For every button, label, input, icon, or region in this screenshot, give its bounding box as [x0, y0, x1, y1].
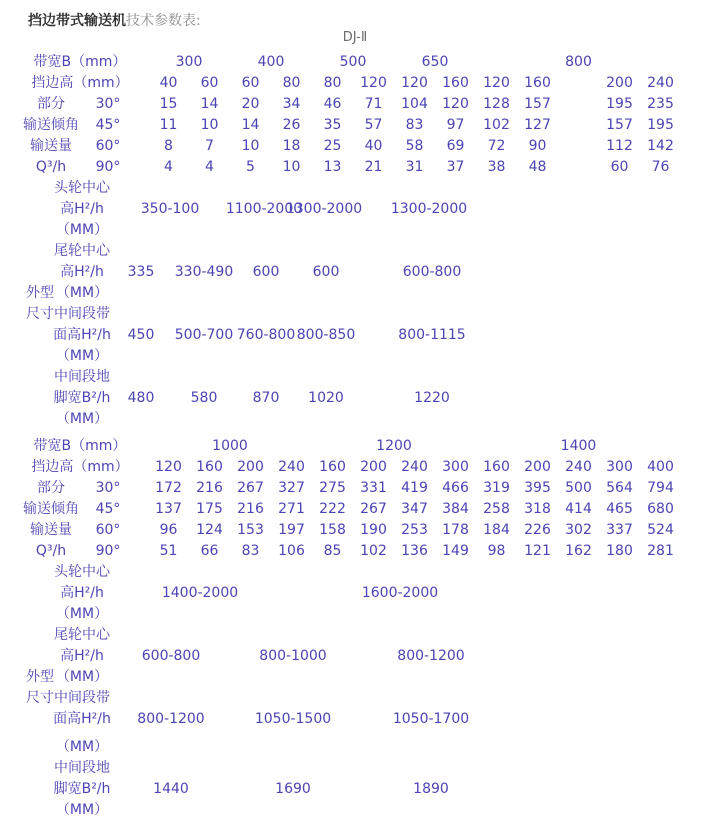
data-cell: 120 — [442, 96, 469, 112]
label-angle-30: 30° — [95, 480, 121, 496]
range-cell: 1220 — [414, 390, 450, 406]
range-cell: 800-1200 — [397, 648, 465, 664]
row-capacity-90-1 — [0, 157, 706, 178]
label-head-wheel-center: 头轮中心 — [54, 180, 110, 196]
label-outline: 外型 — [26, 285, 54, 301]
band-header-cell: 800 — [565, 54, 592, 70]
row-mid-ground-2 — [0, 758, 706, 779]
label-angle-90: 90° — [95, 159, 121, 175]
data-cell: 83 — [241, 543, 260, 559]
row-mm-unit — [0, 409, 706, 430]
data-cell: 240 — [565, 459, 592, 475]
band-header-cell: 650 — [421, 54, 449, 70]
data-cell: 76 — [651, 159, 670, 175]
label-q-per-hour: Q³/h — [35, 159, 67, 175]
data-cell: 5 — [246, 159, 255, 175]
row-mid-belt-1 — [0, 304, 706, 325]
band-header-cell: 500 — [339, 54, 367, 70]
data-cell: 60 — [610, 159, 629, 175]
band-header-cell: 1000 — [212, 438, 248, 454]
data-cell: 13 — [323, 159, 342, 175]
data-cell: 465 — [606, 501, 633, 517]
label-angle-60: 60° — [95, 522, 121, 538]
range-cell: 870 — [252, 390, 280, 406]
label-angle-60: 60° — [95, 138, 121, 154]
label-mid-section-belt: 中间段带 — [54, 306, 110, 322]
data-cell: 142 — [647, 138, 674, 154]
band-header-cell: 1200 — [376, 438, 412, 454]
data-cell: 85 — [323, 543, 342, 559]
data-cell: 331 — [360, 480, 387, 496]
data-cell: 120 — [155, 459, 182, 475]
data-cell: 400 — [647, 459, 674, 475]
data-cell: 21 — [364, 159, 383, 175]
data-cell: 80 — [323, 75, 342, 91]
row-tail-center-1 — [0, 241, 706, 262]
label-mm: （MM） — [55, 222, 109, 238]
range-cell: 1890 — [413, 781, 449, 797]
data-cell: 10 — [200, 117, 219, 133]
label-section: 部分 — [37, 480, 65, 496]
data-cell: 106 — [278, 543, 305, 559]
data-cell: 281 — [647, 543, 674, 559]
label-angle-30: 30° — [95, 96, 121, 112]
row-mm-unit — [0, 346, 706, 367]
label-mm: （MM） — [55, 669, 109, 685]
data-cell: 160 — [483, 459, 510, 475]
data-cell: 10 — [241, 138, 260, 154]
data-cell: 160 — [196, 459, 223, 475]
data-cell: 319 — [483, 480, 510, 496]
data-cell: 40 — [159, 75, 178, 91]
data-cell: 18 — [282, 138, 301, 154]
data-cell: 318 — [524, 501, 551, 517]
data-cell: 466 — [442, 480, 469, 496]
data-cell: 102 — [360, 543, 387, 559]
data-cell: 184 — [483, 522, 510, 538]
label-height-h: 高H²/h — [60, 264, 104, 280]
data-cell: 275 — [319, 480, 346, 496]
label-tail-wheel-center: 尾轮中心 — [54, 243, 110, 259]
data-cell: 524 — [647, 522, 674, 538]
data-cell: 302 — [565, 522, 592, 538]
band-header-cell: 300 — [175, 54, 203, 70]
data-cell: 300 — [606, 459, 633, 475]
data-cell: 137 — [155, 501, 182, 517]
label-conveying-capacity: 输送量 — [30, 522, 72, 538]
range-cell: 600 — [252, 264, 280, 280]
data-cell: 121 — [524, 543, 551, 559]
data-cell: 216 — [237, 501, 264, 517]
data-cell: 136 — [401, 543, 428, 559]
data-cell: 120 — [483, 75, 510, 91]
data-cell: 153 — [237, 522, 264, 538]
row-capacity-45-1 — [0, 115, 706, 136]
data-cell: 38 — [487, 159, 506, 175]
data-cell: 120 — [401, 75, 428, 91]
data-cell: 96 — [159, 522, 178, 538]
label-mm: （MM） — [55, 606, 109, 622]
data-cell: 414 — [565, 501, 592, 517]
row-head-height-1 — [0, 199, 706, 220]
data-cell: 300 — [442, 459, 469, 475]
row-tail-height-1 — [0, 262, 706, 283]
label-height-h: 高H²/h — [60, 648, 104, 664]
label-band-width: 带宽B（mm） — [33, 54, 127, 70]
range-cell: 1050-1500 — [254, 711, 332, 727]
data-cell: 35 — [323, 117, 342, 133]
row-mm-unit — [0, 604, 706, 625]
label-head-wheel-center: 头轮中心 — [54, 564, 110, 580]
data-cell: 102 — [483, 117, 510, 133]
data-cell: 69 — [446, 138, 465, 154]
range-cell: 450 — [127, 327, 155, 343]
label-conveyor-angle: 输送倾角 — [23, 117, 79, 133]
row-mm-unit — [0, 737, 706, 758]
range-cell: 1100-2000 — [225, 201, 303, 217]
data-cell: 60 — [241, 75, 260, 91]
data-cell: 124 — [196, 522, 223, 538]
data-cell: 25 — [323, 138, 342, 154]
data-cell: 40 — [364, 138, 383, 154]
data-cell: 395 — [524, 480, 551, 496]
data-cell: 48 — [528, 159, 547, 175]
row-capacity-45-2 — [0, 499, 706, 520]
data-cell: 157 — [524, 96, 551, 112]
data-cell: 178 — [442, 522, 469, 538]
label-face-height: 面高H²/h — [53, 711, 111, 727]
model-label: DJ-Ⅱ — [342, 30, 368, 45]
label-height-h: 高H²/h — [60, 585, 104, 601]
row-mid-belt-2 — [0, 688, 706, 709]
label-angle-45: 45° — [95, 501, 121, 517]
range-cell: 1690 — [275, 781, 311, 797]
label-mm: （MM） — [55, 285, 109, 301]
data-cell: 11 — [159, 117, 178, 133]
label-height-h: 高H²/h — [60, 201, 104, 217]
data-cell: 216 — [196, 480, 223, 496]
data-cell: 258 — [483, 501, 510, 517]
data-cell: 200 — [606, 75, 633, 91]
data-cell: 31 — [405, 159, 424, 175]
label-side-height: 挡边高（mm） — [31, 75, 129, 91]
label-mm: （MM） — [55, 739, 109, 755]
range-cell: 1440 — [153, 781, 189, 797]
range-cell: 480 — [127, 390, 155, 406]
range-cell: 600 — [312, 264, 340, 280]
data-cell: 98 — [487, 543, 506, 559]
data-cell: 337 — [606, 522, 633, 538]
data-cell: 500 — [565, 480, 592, 496]
data-cell: 175 — [196, 501, 223, 517]
range-cell: 800-850 — [296, 327, 356, 343]
data-cell: 58 — [405, 138, 424, 154]
page-title-bold: 挡边带式输送机 — [28, 13, 126, 29]
label-mm: （MM） — [55, 348, 109, 364]
range-cell: 800-1115 — [398, 327, 466, 343]
range-cell: 1300-2000 — [285, 201, 363, 217]
row-side-height-1 — [0, 73, 706, 94]
row-outline-mm-2 — [0, 667, 706, 688]
data-cell: 37 — [446, 159, 465, 175]
row-tail-center-2 — [0, 625, 706, 646]
data-cell: 34 — [282, 96, 301, 112]
range-cell: 1020 — [308, 390, 344, 406]
data-cell: 4 — [205, 159, 214, 175]
range-cell: 600-800 — [402, 264, 462, 280]
label-angle-90: 90° — [95, 543, 121, 559]
data-cell: 26 — [282, 117, 301, 133]
row-belt-width-1 — [0, 52, 706, 73]
row-mm-unit — [0, 800, 706, 821]
data-cell: 160 — [442, 75, 469, 91]
row-capacity-90-2 — [0, 541, 706, 562]
range-cell: 600-800 — [141, 648, 201, 664]
data-cell: 127 — [524, 117, 551, 133]
label-dimensions: 尺寸 — [26, 306, 54, 322]
data-cell: 794 — [647, 480, 674, 496]
label-conveyor-angle: 输送倾角 — [23, 501, 79, 517]
range-cell: 350-100 — [140, 201, 200, 217]
label-conveying-capacity: 输送量 — [30, 138, 72, 154]
data-cell: 90 — [528, 138, 547, 154]
data-cell: 80 — [282, 75, 301, 91]
data-cell: 680 — [647, 501, 674, 517]
label-mid-section-ground: 中间段地 — [54, 369, 110, 385]
page-title-suffix: 技术参数表: — [126, 13, 201, 29]
data-cell: 222 — [319, 501, 346, 517]
label-foot-width: 脚宽B²/h — [53, 781, 111, 797]
row-head-center-2 — [0, 562, 706, 583]
range-cell: 330-490 — [174, 264, 234, 280]
row-capacity-60-2 — [0, 520, 706, 541]
data-cell: 190 — [360, 522, 387, 538]
row-belt-width-2 — [0, 436, 706, 457]
label-angle-45: 45° — [95, 117, 121, 133]
row-capacity-30-2 — [0, 478, 706, 499]
data-cell: 7 — [205, 138, 214, 154]
data-cell: 72 — [487, 138, 506, 154]
data-cell: 564 — [606, 480, 633, 496]
label-q-per-hour: Q³/h — [35, 543, 67, 559]
data-cell: 267 — [360, 501, 387, 517]
data-cell: 158 — [319, 522, 346, 538]
data-cell: 149 — [442, 543, 469, 559]
data-cell: 160 — [319, 459, 346, 475]
data-cell: 347 — [401, 501, 428, 517]
data-cell: 51 — [159, 543, 178, 559]
data-cell: 240 — [401, 459, 428, 475]
label-dimensions: 尺寸 — [26, 690, 54, 706]
data-cell: 104 — [401, 96, 428, 112]
data-cell: 71 — [364, 96, 383, 112]
band-header-cell: 400 — [257, 54, 285, 70]
data-cell: 235 — [647, 96, 674, 112]
data-cell: 195 — [606, 96, 633, 112]
label-section: 部分 — [37, 96, 65, 112]
data-cell: 4 — [164, 159, 173, 175]
range-cell: 335 — [127, 264, 155, 280]
data-cell: 195 — [647, 117, 674, 133]
data-cell: 200 — [237, 459, 264, 475]
data-cell: 384 — [442, 501, 469, 517]
data-cell: 15 — [159, 96, 178, 112]
row-capacity-60-1 — [0, 136, 706, 157]
data-cell: 271 — [278, 501, 305, 517]
row-side-height-2 — [0, 457, 706, 478]
row-face-height-1 — [0, 325, 706, 346]
data-cell: 14 — [200, 96, 219, 112]
data-cell: 46 — [323, 96, 342, 112]
range-cell: 1050-1700 — [392, 711, 470, 727]
page-title — [28, 12, 201, 30]
label-outline: 外型 — [26, 669, 54, 685]
data-cell: 180 — [606, 543, 633, 559]
data-cell: 14 — [241, 117, 260, 133]
range-cell: 1300-2000 — [390, 201, 468, 217]
data-cell: 240 — [647, 75, 674, 91]
data-cell: 197 — [278, 522, 305, 538]
row-mid-ground-1 — [0, 367, 706, 388]
label-mm: （MM） — [55, 411, 109, 427]
label-face-height: 面高H²/h — [53, 327, 111, 343]
data-cell: 419 — [401, 480, 428, 496]
data-cell: 120 — [360, 75, 387, 91]
range-cell: 760-800 — [236, 327, 296, 343]
row-mm-unit — [0, 220, 706, 241]
label-mid-section-ground: 中间段地 — [54, 760, 110, 776]
label-mid-section-belt: 中间段带 — [54, 690, 110, 706]
data-cell: 172 — [155, 480, 182, 496]
data-cell: 66 — [200, 543, 219, 559]
data-cell: 267 — [237, 480, 264, 496]
label-band-width: 带宽B（mm） — [33, 438, 127, 454]
data-cell: 157 — [606, 117, 633, 133]
label-side-height: 挡边高（mm） — [31, 459, 129, 475]
range-cell: 800-1000 — [259, 648, 327, 664]
row-head-height-2 — [0, 583, 706, 604]
range-cell: 1600-2000 — [361, 585, 439, 601]
data-cell: 83 — [405, 117, 424, 133]
range-cell: 1400-2000 — [161, 585, 239, 601]
data-cell: 240 — [278, 459, 305, 475]
data-cell: 226 — [524, 522, 551, 538]
row-tail-height-2 — [0, 646, 706, 667]
data-cell: 97 — [446, 117, 465, 133]
data-cell: 128 — [483, 96, 510, 112]
data-cell: 253 — [401, 522, 428, 538]
data-cell: 60 — [200, 75, 219, 91]
row-head-center-1 — [0, 178, 706, 199]
data-cell: 10 — [282, 159, 301, 175]
row-outline-mm-1 — [0, 283, 706, 304]
row-capacity-30-1 — [0, 94, 706, 115]
row-foot-width-1 — [0, 388, 706, 409]
data-cell: 112 — [606, 138, 633, 154]
data-cell: 327 — [278, 480, 305, 496]
row-face-height-2 — [0, 709, 706, 730]
row-foot-width-2 — [0, 779, 706, 800]
data-cell: 57 — [364, 117, 383, 133]
data-cell: 200 — [360, 459, 387, 475]
label-tail-wheel-center: 尾轮中心 — [54, 627, 110, 643]
data-cell: 200 — [524, 459, 551, 475]
label-foot-width: 脚宽B²/h — [53, 390, 111, 406]
data-cell: 8 — [164, 138, 173, 154]
data-cell: 162 — [565, 543, 592, 559]
range-cell: 500-700 — [174, 327, 234, 343]
label-mm: （MM） — [55, 802, 109, 818]
data-cell: 160 — [524, 75, 551, 91]
data-cell: 20 — [241, 96, 260, 112]
range-cell: 800-1200 — [137, 711, 205, 727]
range-cell: 580 — [190, 390, 218, 406]
band-header-cell: 1400 — [560, 438, 597, 454]
